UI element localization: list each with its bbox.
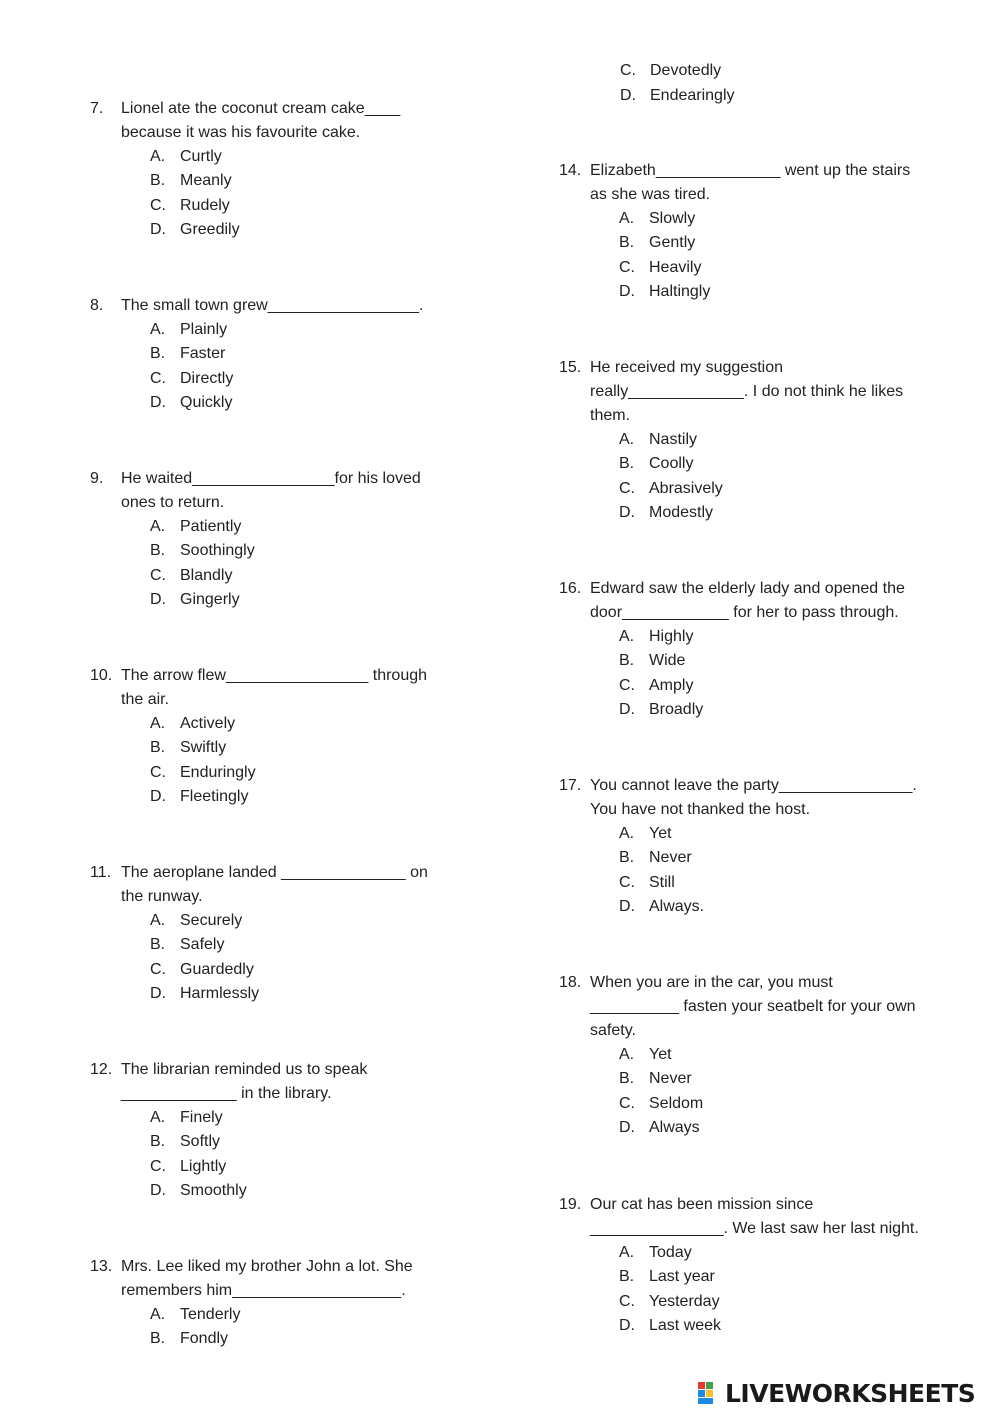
option-list bbox=[150, 318, 480, 416]
option-text: Slowly bbox=[649, 210, 696, 227]
option-item[interactable] bbox=[150, 194, 480, 218]
question-number: 16. bbox=[559, 580, 582, 597]
option-letter: D. bbox=[150, 1182, 166, 1200]
option-item[interactable] bbox=[150, 564, 480, 588]
question-10 bbox=[90, 664, 480, 810]
question-number: 10. bbox=[90, 667, 113, 684]
question-number: 19. bbox=[559, 1196, 582, 1213]
stem-line: Our cat has been mission since bbox=[590, 1196, 814, 1213]
stem-line: The aeroplane landed ______________ on bbox=[121, 864, 428, 881]
question-number: 9. bbox=[90, 470, 104, 487]
option-item[interactable] bbox=[620, 59, 735, 84]
question-14 bbox=[559, 159, 959, 305]
stem-line: them. bbox=[590, 407, 631, 424]
option-letter: B. bbox=[150, 345, 166, 363]
option-text: Smoothly bbox=[180, 1182, 247, 1200]
option-item[interactable] bbox=[619, 501, 959, 525]
option-text: Meanly bbox=[180, 172, 232, 190]
option-item[interactable] bbox=[150, 218, 480, 242]
stem-line: safety. bbox=[590, 1022, 636, 1039]
question-stem bbox=[121, 1058, 480, 1106]
option-letter: C. bbox=[619, 1292, 635, 1310]
option-item[interactable] bbox=[150, 982, 480, 1006]
option-letter: D. bbox=[619, 283, 635, 301]
option-item[interactable] bbox=[150, 1303, 480, 1327]
stem-line: Elizabeth______________ went up the stairs bbox=[590, 162, 911, 179]
stem-line: The small town grew_________________. bbox=[121, 297, 424, 314]
option-item[interactable] bbox=[619, 1290, 959, 1314]
option-text: Quickly bbox=[180, 394, 233, 412]
question-7 bbox=[90, 97, 480, 243]
option-letter: C. bbox=[619, 479, 635, 497]
option-item[interactable] bbox=[150, 736, 480, 760]
question-stem bbox=[590, 774, 959, 822]
option-text: Greedily bbox=[180, 221, 240, 239]
option-list bbox=[150, 515, 480, 613]
option-list bbox=[150, 909, 480, 1007]
option-letter: B. bbox=[619, 1070, 635, 1088]
option-item[interactable] bbox=[619, 1265, 959, 1289]
option-text: Faster bbox=[180, 345, 226, 363]
option-item[interactable] bbox=[619, 1116, 959, 1140]
option-text: Coolly bbox=[649, 455, 694, 473]
option-item[interactable] bbox=[150, 145, 480, 169]
option-text: Always. bbox=[649, 898, 705, 916]
option-letter: C. bbox=[619, 258, 635, 276]
option-letter: A. bbox=[619, 628, 635, 645]
option-item[interactable] bbox=[150, 1130, 480, 1154]
stem-line: The librarian reminded us to speak bbox=[121, 1061, 368, 1078]
option-text: Directly bbox=[180, 369, 234, 387]
option-item[interactable] bbox=[619, 477, 959, 501]
option-item[interactable] bbox=[619, 207, 959, 231]
question-stem bbox=[121, 467, 480, 515]
option-item[interactable] bbox=[619, 649, 959, 673]
stem-line: Mrs. Lee liked my brother John a lot. She bbox=[121, 1258, 413, 1275]
option-letter: C. bbox=[619, 1094, 635, 1112]
question-stem bbox=[121, 664, 480, 712]
option-letter: B. bbox=[150, 936, 166, 954]
option-text: Securely bbox=[180, 912, 243, 929]
option-letter: C. bbox=[150, 1157, 166, 1175]
option-letter: D. bbox=[619, 1317, 635, 1335]
liveworksheets-logo bbox=[697, 1378, 975, 1408]
option-item[interactable] bbox=[619, 822, 959, 846]
option-letter: B. bbox=[150, 739, 166, 757]
option-item[interactable] bbox=[150, 761, 480, 785]
question-13 bbox=[90, 1255, 480, 1352]
option-letter: D. bbox=[150, 985, 166, 1003]
option-letter: C. bbox=[619, 873, 635, 891]
question-stem bbox=[590, 1193, 959, 1241]
stem-line: because it was his favourite cake. bbox=[121, 124, 361, 141]
option-text: Gingerly bbox=[180, 591, 240, 609]
option-item[interactable] bbox=[619, 871, 959, 895]
option-letter: A. bbox=[619, 210, 635, 227]
option-item[interactable] bbox=[619, 1067, 959, 1091]
option-list bbox=[619, 1043, 959, 1141]
question-number: 11. bbox=[90, 864, 112, 881]
option-letter: B. bbox=[619, 234, 635, 252]
option-item[interactable] bbox=[150, 1106, 480, 1130]
stem-line: Edward saw the elderly lady and opened the bbox=[590, 580, 905, 597]
option-text: Last year bbox=[649, 1268, 715, 1286]
option-text: Plainly bbox=[180, 321, 228, 338]
option-text: Finely bbox=[180, 1109, 223, 1126]
question-16 bbox=[559, 577, 959, 723]
option-item[interactable] bbox=[150, 785, 480, 809]
option-letter: A. bbox=[150, 148, 166, 165]
option-letter: B. bbox=[619, 455, 635, 473]
option-item[interactable] bbox=[150, 1179, 480, 1203]
option-text: Last week bbox=[649, 1317, 722, 1335]
logo-text: LIVEWORKSHEETS bbox=[725, 1378, 976, 1408]
option-letter: D. bbox=[619, 504, 635, 522]
logo-icon bbox=[697, 1380, 723, 1406]
option-item[interactable] bbox=[619, 280, 959, 304]
option-text: Fondly bbox=[180, 1330, 229, 1348]
option-list bbox=[150, 1106, 480, 1204]
question-number: 13. bbox=[90, 1258, 113, 1275]
option-text: Amply bbox=[649, 676, 694, 694]
option-text: Never bbox=[649, 849, 692, 867]
stem-line: the air. bbox=[121, 691, 170, 708]
option-text: Nastily bbox=[649, 431, 698, 448]
stem-line: remembers him___________________. bbox=[121, 1282, 406, 1299]
question-stem bbox=[121, 1255, 480, 1303]
option-item[interactable] bbox=[150, 1155, 480, 1179]
option-letter: B. bbox=[619, 652, 635, 670]
question-stem bbox=[121, 294, 480, 318]
option-letter: C. bbox=[150, 196, 166, 214]
question-stem bbox=[121, 861, 480, 909]
option-list bbox=[619, 1241, 959, 1339]
option-text: Yet bbox=[649, 1046, 672, 1063]
stem-line: The arrow flew________________ through bbox=[121, 667, 428, 684]
stem-line: _____________ in the library. bbox=[121, 1085, 332, 1102]
option-text: Modestly bbox=[649, 504, 714, 522]
option-letter: A. bbox=[150, 912, 166, 929]
option-letter: D. bbox=[150, 591, 166, 609]
option-item[interactable] bbox=[619, 428, 959, 452]
option-text: Yet bbox=[649, 825, 672, 842]
option-text: Gently bbox=[649, 234, 696, 252]
option-letter: D. bbox=[150, 221, 166, 239]
question-15 bbox=[559, 356, 959, 526]
stem-line: You cannot leave the party_______________. bbox=[590, 777, 917, 794]
option-item[interactable] bbox=[150, 909, 480, 933]
option-text: Soothingly bbox=[180, 542, 255, 560]
option-item[interactable] bbox=[150, 539, 480, 563]
option-letter: B. bbox=[150, 172, 166, 190]
option-text: Today bbox=[649, 1244, 692, 1261]
option-letter: B. bbox=[619, 849, 635, 867]
question-8 bbox=[90, 294, 480, 416]
stem-line: He received my suggestion bbox=[590, 359, 783, 376]
option-letter: A. bbox=[619, 825, 635, 842]
option-item[interactable] bbox=[150, 391, 480, 415]
option-text: Rudely bbox=[180, 196, 230, 214]
option-letter: D. bbox=[619, 898, 635, 916]
option-text: Abrasively bbox=[649, 479, 723, 497]
option-text: Still bbox=[649, 873, 675, 891]
option-text: Blandly bbox=[180, 566, 233, 584]
question-11 bbox=[90, 861, 480, 1007]
question-stem bbox=[590, 577, 959, 625]
stem-line: _______________. We last saw her last night. bbox=[590, 1220, 919, 1237]
option-text: Softly bbox=[180, 1133, 221, 1151]
option-text: Broadly bbox=[649, 701, 704, 719]
option-list bbox=[619, 625, 959, 723]
option-item[interactable] bbox=[150, 367, 480, 391]
option-item[interactable] bbox=[619, 698, 959, 722]
option-text: Seldom bbox=[649, 1094, 704, 1112]
option-item[interactable] bbox=[619, 625, 959, 649]
option-letter: A. bbox=[150, 1306, 166, 1323]
option-text: Enduringly bbox=[180, 763, 256, 781]
option-item[interactable] bbox=[619, 452, 959, 476]
option-item[interactable] bbox=[150, 1327, 480, 1351]
option-item[interactable] bbox=[619, 231, 959, 255]
option-item[interactable] bbox=[619, 256, 959, 280]
question-stem bbox=[590, 971, 959, 1043]
option-list bbox=[619, 207, 959, 305]
option-text: Swiftly bbox=[180, 739, 227, 757]
option-text: Highly bbox=[649, 628, 694, 645]
option-letter: D. bbox=[619, 701, 635, 719]
option-text: Harmlessly bbox=[180, 985, 260, 1003]
option-list bbox=[150, 145, 480, 243]
option-item[interactable] bbox=[150, 515, 480, 539]
option-text: Never bbox=[649, 1070, 692, 1088]
option-item[interactable] bbox=[150, 169, 480, 193]
option-text: Curtly bbox=[180, 148, 222, 165]
continued-options bbox=[620, 59, 735, 109]
option-text: Safely bbox=[180, 936, 225, 954]
option-item[interactable] bbox=[620, 84, 735, 109]
option-item[interactable] bbox=[619, 1043, 959, 1067]
option-list bbox=[619, 428, 959, 526]
option-text: Devotedly bbox=[650, 62, 722, 79]
option-item[interactable] bbox=[150, 958, 480, 982]
option-text: Fleetingly bbox=[180, 788, 249, 806]
option-item[interactable] bbox=[150, 588, 480, 612]
question-number: 18. bbox=[559, 974, 582, 991]
option-item[interactable] bbox=[150, 712, 480, 736]
option-list bbox=[619, 822, 959, 920]
question-number: 14. bbox=[559, 162, 582, 179]
question-18 bbox=[559, 971, 959, 1141]
stem-line: Lionel ate the coconut cream cake____ bbox=[121, 100, 401, 117]
option-text: Guardedly bbox=[180, 960, 254, 978]
option-letter: C. bbox=[620, 62, 636, 79]
option-letter: C. bbox=[150, 763, 166, 781]
option-item[interactable] bbox=[619, 1314, 959, 1338]
option-text: Actively bbox=[180, 715, 236, 732]
question-12 bbox=[90, 1058, 480, 1204]
option-item[interactable] bbox=[619, 895, 959, 919]
option-item[interactable] bbox=[619, 1092, 959, 1116]
option-letter: C. bbox=[150, 960, 166, 978]
stem-line: as she was tired. bbox=[590, 186, 711, 203]
question-number: 17. bbox=[559, 777, 582, 794]
stem-line: He waited________________for his loved bbox=[121, 470, 421, 487]
stem-line: When you are in the car, you must bbox=[590, 974, 833, 991]
option-letter: B. bbox=[150, 542, 166, 560]
option-text: Heavily bbox=[649, 258, 702, 276]
stem-line: ones to return. bbox=[121, 494, 225, 511]
stem-line: really_____________. I do not think he likes bbox=[590, 383, 904, 400]
option-text: Wide bbox=[649, 652, 686, 670]
option-item[interactable] bbox=[150, 933, 480, 957]
option-letter: A. bbox=[150, 321, 166, 338]
option-list bbox=[150, 712, 480, 810]
question-stem bbox=[590, 159, 959, 207]
question-19 bbox=[559, 1193, 959, 1339]
option-text: Patiently bbox=[180, 518, 242, 535]
option-letter: D. bbox=[620, 87, 636, 104]
option-letter: A. bbox=[150, 1109, 166, 1126]
option-item[interactable] bbox=[150, 318, 480, 342]
option-text: Always bbox=[649, 1119, 700, 1137]
option-item[interactable] bbox=[150, 342, 480, 366]
option-letter: A. bbox=[150, 715, 166, 732]
option-item[interactable] bbox=[619, 1241, 959, 1265]
option-letter: A. bbox=[619, 431, 635, 448]
stem-line: door____________ for her to pass through. bbox=[590, 604, 899, 621]
option-letter: D. bbox=[619, 1119, 635, 1137]
option-letter: C. bbox=[150, 566, 166, 584]
option-item[interactable] bbox=[619, 846, 959, 870]
option-letter: B. bbox=[150, 1330, 166, 1348]
option-text: Tenderly bbox=[180, 1306, 241, 1323]
question-number: 7. bbox=[90, 100, 104, 117]
option-letter: A. bbox=[619, 1244, 635, 1261]
option-letter: C. bbox=[619, 676, 635, 694]
question-9 bbox=[90, 467, 480, 613]
question-17 bbox=[559, 774, 959, 920]
option-letter: D. bbox=[150, 394, 166, 412]
question-number: 12. bbox=[90, 1061, 113, 1078]
option-letter: A. bbox=[150, 518, 166, 535]
question-number: 8. bbox=[90, 297, 104, 314]
option-text: Yesterday bbox=[649, 1292, 720, 1310]
question-stem bbox=[590, 356, 959, 428]
option-text: Lightly bbox=[180, 1157, 227, 1175]
stem-line: the runway. bbox=[121, 888, 203, 905]
stem-line: You have not thanked the host. bbox=[590, 801, 811, 818]
option-item[interactable] bbox=[619, 674, 959, 698]
question-number: 15. bbox=[559, 359, 582, 376]
question-stem bbox=[121, 97, 480, 145]
option-text: Endearingly bbox=[650, 87, 735, 104]
option-list bbox=[150, 1303, 480, 1352]
option-text: Haltingly bbox=[649, 283, 711, 301]
option-letter: B. bbox=[619, 1268, 635, 1286]
option-letter: B. bbox=[150, 1133, 166, 1151]
stem-line: __________ fasten your seatbelt for your own bbox=[590, 998, 916, 1015]
option-letter: D. bbox=[150, 788, 166, 806]
option-letter: A. bbox=[619, 1046, 635, 1063]
option-letter: C. bbox=[150, 369, 166, 387]
